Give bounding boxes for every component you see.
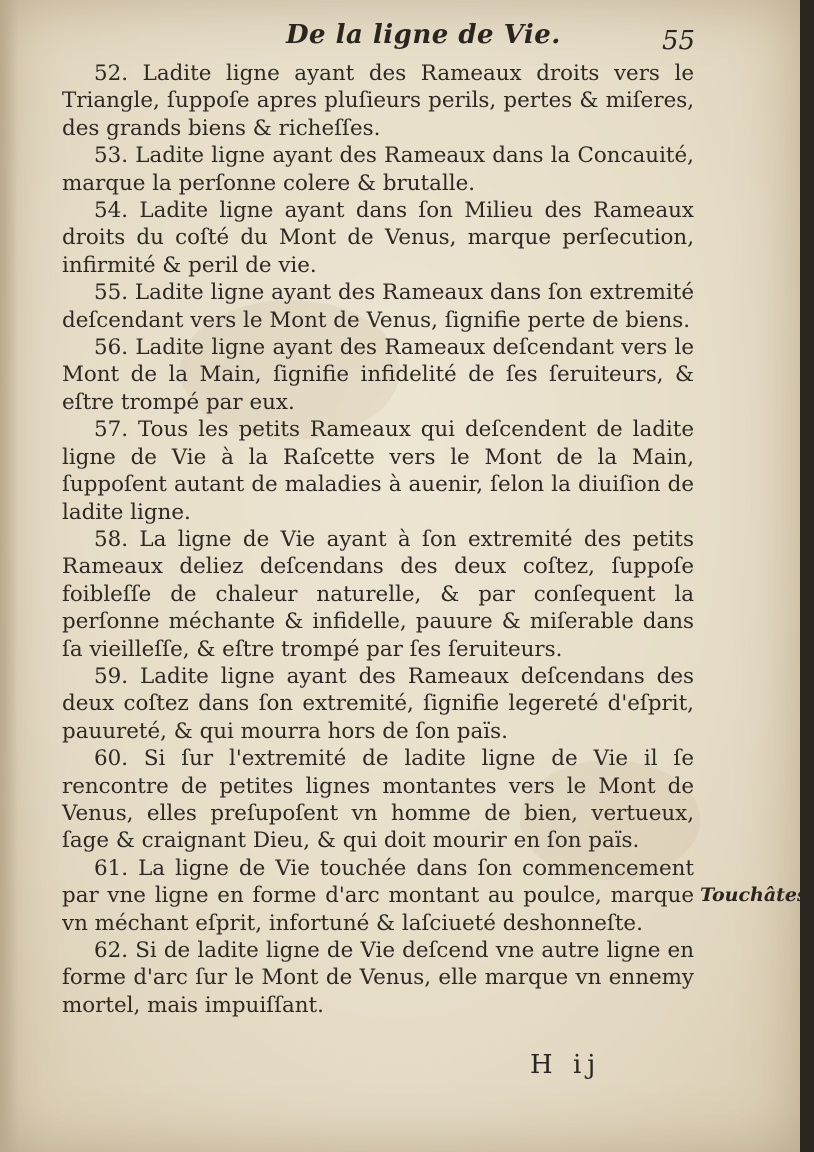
margin-note: Touchâtes. [700, 884, 814, 906]
paragraph-number: 58. [94, 526, 129, 552]
paragraph-58 [62, 526, 694, 663]
paragraph-number: 56. [94, 335, 129, 361]
running-title: De la ligne de Vie. [286, 20, 561, 50]
page-number: 55 [662, 26, 696, 56]
page-gutter [0, 0, 18, 1152]
paragraph-59 [62, 663, 694, 745]
body-text [62, 60, 694, 1019]
paragraph-54 [62, 197, 694, 279]
paragraph-number: 59. [94, 663, 129, 689]
paragraph-number: 55. [94, 280, 129, 306]
paragraph-number: 57. [94, 417, 129, 443]
paragraph-text: Si de ladite ligne de Vie deſcend vne autre ligne en forme d'arc ſur le Mont de Venus, elle marque vn ennemy mortel, mais impuiſſant. [62, 938, 694, 1018]
paragraph-text: Si ſur l'extremité de ladite ligne de Vie il ſe rencontre de petites lignes montantes vers le Mont de Venus, elles preſupoſent vn homme de bien, vertueux, ſage & craignant Dieu, & qui doit mourir en ſon païs. [62, 746, 694, 854]
paragraph-62 [62, 937, 694, 1019]
paragraph-61 [62, 855, 694, 937]
paragraph-text: Tous les petits Rameaux qui deſcendent de ladite ligne de Vie à la Raſcette vers le Mont de la Main, ſuppoſent autant de maladies à auenir, ſelon la diuiſion de ladite ligne. [62, 417, 694, 525]
paragraph-number: 61. [94, 855, 129, 881]
paragraph-number: 52. [94, 61, 129, 86]
paragraph-text: La ligne de Vie touchée dans ſon commencement par vne ligne en forme d'arc montant au poulce, marque vn méchant eſprit, infortuné & laſciueté deshonneſte. [62, 855, 694, 936]
paragraph-text: Ladite ligne ayant des Rameaux droits vers le Triangle, ſuppoſe apres pluſieurs perils, pertes & miſeres, des grands biens & richeſſes. [62, 61, 694, 141]
paragraph-number: 60. [94, 746, 129, 772]
paragraph-number: 54. [94, 198, 129, 224]
paragraph-text: Ladite ligne ayant des Rameaux deſcendant vers le Mont de la Main, ſignifie infidelité de ſes ſeruiteurs, & eſtre trompé par eux. [62, 335, 694, 415]
paragraph-57 [62, 416, 694, 526]
signature-mark: H ij [530, 1050, 602, 1080]
paragraph-number: 53. [94, 143, 129, 169]
paragraph-number: 62. [94, 938, 129, 963]
paragraph-text: La ligne de Vie ayant à ſon extremité des petits Rameaux deliez deſcendans des deux coſtez, ſuppoſe foibleſſe de chaleur naturelle, & par conſequent la perſonne méchante & infidelle, pauure & miſerable dans ſa vieilleſſe, & eſtre trompé par ſes ſeruiteurs. [62, 526, 694, 662]
paragraph-52 [62, 60, 694, 142]
paragraph-text: Ladite ligne ayant des Rameaux dans ſon extremité deſcendant vers le Mont de Venus, ſignifie perte de biens. [62, 280, 694, 333]
paragraph-53 [62, 142, 694, 197]
paragraph-text: Ladite ligne ayant des Rameaux dans la Concauité, marque la perſonne colere & brutalle. [62, 143, 694, 196]
paragraph-text: Ladite ligne ayant des Rameaux deſcendans des deux coſtez dans ſon extremité, ſignifie legereté d'eſprit, pauureté, & qui mourra hors de ſon païs. [62, 663, 694, 744]
paragraph-56 [62, 334, 694, 416]
paragraph-55 [62, 279, 694, 334]
paragraph-60 [62, 745, 694, 855]
paragraph-text: Ladite ligne ayant dans ſon Milieu des Rameaux droits du coſté du Mont de Venus, marque perſecution, infirmité & peril de vie. [62, 198, 694, 278]
